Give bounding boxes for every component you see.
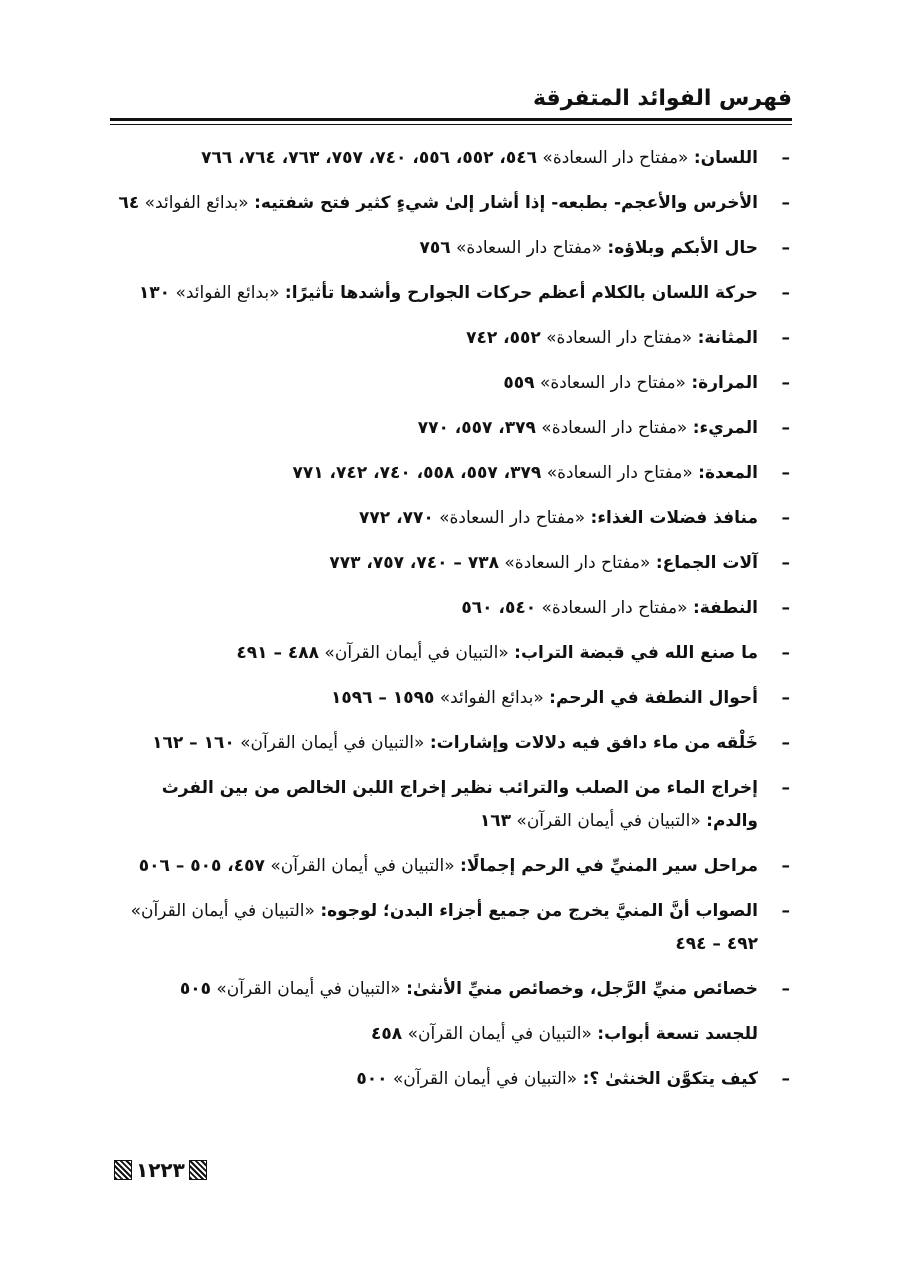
- entry-dash: –: [781, 856, 790, 876]
- entry-topic: ما صنع الله في قبضة التراب:: [514, 643, 758, 663]
- entry-dash: –: [781, 733, 790, 753]
- entry-pages: ٣٧٩، ٥٥٧، ٥٥٨، ٧٤٠، ٧٤٢، ٧٧١: [292, 463, 542, 483]
- index-entry: [110, 406, 792, 451]
- index-entry: [110, 766, 792, 844]
- index-entry: [110, 496, 792, 541]
- entry-dash: –: [781, 778, 790, 798]
- entry-pages: ٧٣٨ – ٧٤٠، ٧٥٧، ٧٧٣: [329, 553, 499, 573]
- entry-dash: –: [781, 1069, 790, 1089]
- entry-source: «مفتاح دار السعادة»: [540, 328, 698, 348]
- index-entry: [110, 316, 792, 361]
- entry-pages: ٥٤٠، ٥٦٠: [461, 598, 537, 618]
- ornament-icon: [189, 1160, 207, 1180]
- entry-pages: ١٣٠: [138, 283, 171, 303]
- entry-source: «مفتاح دار السعادة»: [541, 463, 699, 483]
- entry-dash: –: [781, 463, 790, 483]
- entry-source: «التبيان في أيمان القرآن»: [130, 901, 321, 921]
- entry-topic: حركة اللسان بالكلام أعظم حركات الجوارح وأشدها تأثيرًا:: [284, 283, 758, 303]
- index-entry: [110, 889, 792, 967]
- entry-pages: ٤٩٢ – ٤٩٤: [675, 934, 758, 954]
- entry-pages: ٥٥٩: [503, 373, 535, 393]
- entry-source: «التبيان في أيمان القرآن»: [234, 733, 430, 753]
- header-rule-thick: [110, 118, 792, 121]
- entry-pages: ٧٧٠، ٧٧٢: [359, 508, 434, 528]
- index-entry: [110, 631, 792, 676]
- entry-pages: ٤٥٧، ٥٠٥ – ٥٠٦: [138, 856, 265, 876]
- entry-topic: مراحل سير المنيِّ في الرحم إجمالًا:: [460, 856, 758, 876]
- entry-pages: ٥٠٠: [356, 1069, 388, 1089]
- entry-source: «مفتاح دار السعادة»: [536, 598, 693, 618]
- entry-pages: ٥٠٥: [179, 979, 211, 999]
- entry-pages: ٥٤٦، ٥٥٢، ٥٥٦، ٧٤٠، ٧٥٧، ٧٦٣، ٧٦٤، ٧٦٦: [201, 148, 538, 168]
- entry-dash: –: [781, 238, 790, 258]
- entry-dash: –: [781, 328, 790, 348]
- page-title: فهرس الفوائد المتفرقة: [532, 86, 792, 111]
- entry-source: «مفتاح دار السعادة»: [537, 148, 694, 168]
- entry-pages: ١٦٠ – ١٦٢: [152, 733, 235, 753]
- page-footer: [114, 1158, 207, 1182]
- entry-pages: ٤٨٨ – ٤٩١: [236, 643, 320, 663]
- entry-source: «بدائع الفوائد»: [434, 688, 550, 708]
- entry-dash: –: [781, 979, 790, 999]
- index-entry: [110, 1012, 792, 1057]
- entry-source: «مفتاح دار السعادة»: [433, 508, 591, 528]
- entry-source: «التبيان في أيمان القرآن»: [402, 1024, 598, 1044]
- entry-source: «التبيان في أيمان القرآن»: [264, 856, 461, 876]
- entry-topic: خصائص منيِّ الرَّجل، وخصائص منيِّ الأنثىٰ:: [406, 979, 758, 999]
- entry-source: «مفتاح دار السعادة»: [499, 553, 656, 573]
- entry-topic: الصواب أنَّ المنيَّ يخرج من جميع أجزاء البدن؛ لوجوه:: [320, 901, 758, 921]
- ornament-icon: [114, 1160, 132, 1180]
- entry-pages: ١٥٩٥ – ١٥٩٦: [330, 688, 435, 708]
- index-entry: [110, 721, 792, 766]
- entry-topic: آلات الجماع:: [655, 553, 758, 573]
- entry-source: «بدائع الفوائد»: [139, 193, 255, 213]
- entry-topic: كيف يتكوَّن الخنثىٰ ؟:: [582, 1069, 758, 1089]
- entry-dash: –: [781, 643, 790, 663]
- entry-pages: ٤٥٨: [371, 1024, 403, 1044]
- entry-pages: ٦٤: [118, 193, 140, 213]
- entry-dash: –: [781, 418, 790, 438]
- entry-dash: –: [781, 688, 790, 708]
- entry-source: «بدائع الفوائد»: [170, 283, 285, 303]
- index-entry: [110, 226, 792, 271]
- entry-topic: منافذ فضلات الغذاء:: [590, 508, 758, 528]
- index-entry: [110, 181, 792, 226]
- entry-source: «مفتاح دار السعادة»: [534, 373, 692, 393]
- entry-topic: إخراج الماء من الصلب والترائب نظير إخراج اللبن الخالص من بين الفرث والدم:: [161, 778, 758, 831]
- entry-source: «مفتاح دار السعادة»: [450, 238, 608, 258]
- index-entries: [110, 136, 792, 1102]
- index-entry: [110, 676, 792, 721]
- page-number: ١٢٢٣: [136, 1158, 185, 1182]
- entry-dash: –: [781, 373, 790, 393]
- index-entry: [110, 271, 792, 316]
- entry-topic: خَلْقه من ماء دافق فيه دلالات وإشارات:: [429, 733, 758, 753]
- entry-source: «التبيان في أيمان القرآن»: [511, 811, 707, 831]
- entry-topic: المعدة:: [698, 463, 758, 483]
- entry-pages: ٧٥٦: [419, 238, 451, 258]
- entry-topic: حال الأبكم وبلاؤه:: [607, 238, 758, 258]
- header-rule-thin: [110, 124, 792, 125]
- entry-pages: ١٦٣: [479, 811, 512, 831]
- index-entry: [110, 451, 792, 496]
- entry-topic: النطفة:: [692, 598, 758, 618]
- index-entry: [110, 361, 792, 406]
- entry-topic: اللسان:: [693, 148, 758, 168]
- entry-topic: المثانة:: [697, 328, 758, 348]
- index-entry: [110, 541, 792, 586]
- entry-topic: المرارة:: [691, 373, 758, 393]
- index-entry: [110, 1057, 792, 1102]
- entry-dash: –: [781, 598, 790, 618]
- entry-source: «مفتاح دار السعادة»: [535, 418, 693, 438]
- entry-dash: –: [781, 553, 790, 573]
- entry-source: «التبيان في أيمان القرآن»: [319, 643, 515, 663]
- entry-dash: –: [781, 193, 790, 213]
- entry-source: «التبيان في أيمان القرآن»: [387, 1069, 583, 1089]
- entry-dash: –: [781, 283, 790, 303]
- entry-topic: الأخرس والأعجم- بطبعه- إذا أشار إلىٰ شيءٍ كثير فتح شفتيه:: [254, 193, 758, 213]
- index-entry: [110, 844, 792, 889]
- entry-topic: أحوال النطفة في الرحم:: [549, 688, 758, 708]
- entry-dash: –: [781, 901, 790, 921]
- entry-source: «التبيان في أيمان القرآن»: [210, 979, 407, 999]
- entry-pages: ٣٧٩، ٥٥٧، ٧٧٠: [417, 418, 536, 438]
- entry-dash: –: [781, 148, 790, 168]
- index-entry: [110, 136, 792, 181]
- entry-topic: المريء:: [692, 418, 758, 438]
- index-entry: [110, 967, 792, 1012]
- entry-pages: ٥٥٢، ٧٤٢: [466, 328, 541, 348]
- entry-dash: –: [781, 508, 790, 528]
- entry-topic: للجسد تسعة أبواب:: [597, 1024, 758, 1044]
- index-entry: [110, 586, 792, 631]
